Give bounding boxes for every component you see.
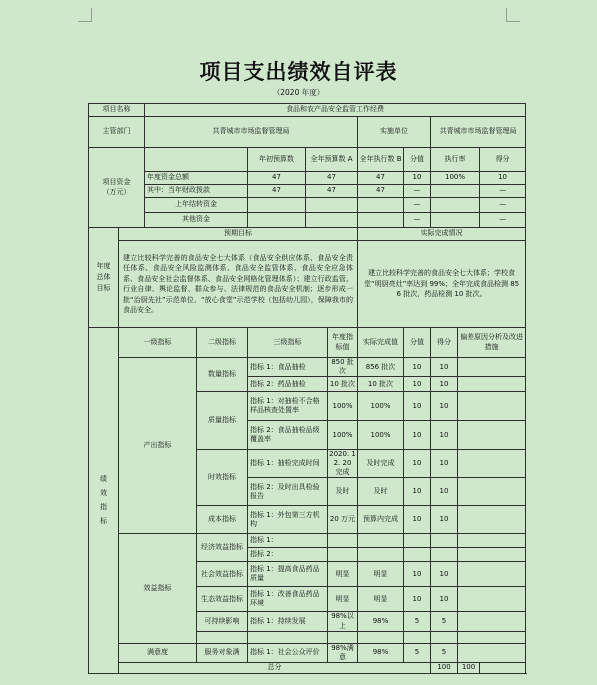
perf-deviation	[458, 548, 526, 562]
perf-row	[89, 534, 526, 548]
perf-level2-social: 社会效益指标	[197, 562, 248, 587]
perf-level3: 指标 1：食品抽检	[248, 358, 328, 377]
project-name-label: 项目名称	[89, 104, 145, 117]
perf-score: 5	[404, 612, 431, 631]
perf-actual: 10 批次	[358, 377, 404, 392]
funds-row	[89, 172, 526, 185]
funds-row-rate	[431, 185, 480, 198]
funds-row-exec	[358, 213, 404, 228]
perf-actual	[358, 534, 404, 548]
perf-score: 10	[404, 587, 431, 612]
perf-actual: 及时完成	[358, 450, 404, 478]
actual-goal-header: 实际完成情况	[358, 228, 526, 241]
perf-level1-benefit: 效益指标	[119, 534, 197, 643]
perf-score: 10	[404, 450, 431, 478]
perf-header-deviation: 偏差原因分析及改进措施	[458, 328, 526, 358]
perf-score	[404, 548, 431, 562]
perf-got: 5	[431, 612, 458, 631]
perf-score: 10	[404, 562, 431, 587]
perf-got: 10	[431, 392, 458, 421]
perf-label: 绩效指标	[89, 328, 119, 674]
perf-score: 10	[404, 377, 431, 392]
perf-actual: 100%	[358, 421, 404, 450]
funds-label-line2: （万元）	[102, 187, 131, 196]
perf-deviation	[458, 421, 526, 450]
funds-header-blank	[145, 148, 248, 172]
goals-header-row	[89, 228, 526, 241]
perf-level2-time: 时效指标	[197, 450, 248, 506]
funds-header-points: 得分	[480, 148, 526, 172]
perf-deviation	[458, 377, 526, 392]
funds-row-annual	[306, 198, 358, 213]
funds-row-points: —	[480, 185, 526, 198]
perf-got: 10	[431, 358, 458, 377]
perf-actual: 预算内完成	[358, 506, 404, 534]
funds-row-initial: 47	[248, 172, 306, 185]
perf-level3-spare	[248, 631, 328, 643]
perf-target: 850 批次	[328, 358, 358, 377]
funds-row-initial	[248, 198, 306, 213]
perf-got	[431, 534, 458, 548]
perf-level2-service: 服务对象满	[197, 643, 248, 662]
perf-got: 10	[431, 377, 458, 392]
perf-level3: 指标 2：	[248, 548, 328, 562]
perf-target: 98%以上	[328, 612, 358, 631]
funds-header-initial: 年初预算数	[248, 148, 306, 172]
perf-level3: 指标 1：对抽检不合格样品核查处置率	[248, 392, 328, 421]
perf-deviation	[458, 612, 526, 631]
expected-goal-header: 预期目标	[119, 228, 358, 241]
total-got: 100	[458, 662, 480, 673]
perf-actual: 856 批次	[358, 358, 404, 377]
perf-got: 10	[431, 450, 458, 478]
perf-got	[431, 631, 458, 643]
perf-actual: 及时	[358, 478, 404, 506]
perf-level2-cost: 成本指标	[197, 506, 248, 534]
funds-row-name: 其他资金	[145, 213, 248, 228]
perf-score: 10	[404, 421, 431, 450]
perf-score: 5	[404, 643, 431, 662]
perf-target: 10 批次	[328, 377, 358, 392]
funds-row-exec: 47	[358, 185, 404, 198]
perf-level2-quantity: 数量指标	[197, 358, 248, 392]
perf-header-score: 分值	[404, 328, 431, 358]
perf-target: 100%	[328, 421, 358, 450]
perf-level3: 指标 1：	[248, 534, 328, 548]
perf-level3: 指标 2：食品抽检品级覆盖率	[248, 421, 328, 450]
perf-level2-spare	[197, 631, 248, 643]
perf-level3: 指标 1：持续发展	[248, 612, 328, 631]
perf-header-actual: 实际完成值	[358, 328, 404, 358]
perf-actual: 98%	[358, 643, 404, 662]
funds-row-rate	[431, 213, 480, 228]
funds-header-rate: 执行率	[431, 148, 480, 172]
department-value: 共青城市市场监督管理局	[145, 117, 358, 148]
perf-header-level2: 二级指标	[197, 328, 248, 358]
funds-header-exec-b: 全年执行数 B	[358, 148, 404, 172]
perf-got: 10	[431, 506, 458, 534]
page-corner-mark-right	[506, 8, 520, 22]
department-label: 主管部门	[89, 117, 145, 148]
perf-row	[89, 358, 526, 377]
funds-row-exec: 47	[358, 172, 404, 185]
total-deviation	[480, 662, 526, 673]
perf-actual	[358, 548, 404, 562]
perf-target: 98%满意	[328, 643, 358, 662]
document-year: （2020 年度）	[272, 88, 325, 97]
perf-level2-ecological: 生态效益指标	[197, 587, 248, 612]
expected-goal-text: 建立比较科学完善的食品安全七大体系（食品安全供应体系、食品安全责任体系、食品安全风险监测体系、食品安全监管体系、食品安全应急体系、食品安全社会监督体系、食品安全网格化管理体系）；建立行政监管、行业自律、舆论监督、群众参与、法律规范的食品安全机制；逐步形成一批“治厨先社”示范单位、“放心食堂”示范学校（包括幼儿园），保障我市的食品安全。	[119, 241, 358, 328]
impl-unit-value: 共青城市市场监督管理局	[431, 117, 526, 148]
perf-level2-sustain: 可持续影响	[197, 612, 248, 631]
perf-target: 2020. 12. 20 完成	[329, 450, 356, 477]
perf-deviation	[458, 358, 526, 377]
funds-label	[89, 148, 145, 228]
perf-deviation	[458, 450, 526, 478]
project-name-row	[89, 104, 526, 117]
funds-row-score: 10	[404, 172, 431, 185]
perf-target: 20 万元	[328, 506, 358, 534]
perf-deviation	[458, 587, 526, 612]
funds-row-score: —	[404, 185, 431, 198]
perf-deviation	[458, 506, 526, 534]
perf-target: 及时	[328, 478, 358, 506]
perf-header-level1: 一级指标	[119, 328, 197, 358]
funds-row-name: 年度资金总额	[145, 172, 248, 185]
funds-row-annual: 47	[306, 185, 358, 198]
perf-level3: 指标 1：外包第三方机构	[248, 506, 328, 534]
total-row	[89, 662, 526, 673]
funds-row-points: 10	[480, 172, 526, 185]
goals-row	[89, 241, 526, 328]
perf-deviation	[458, 643, 526, 662]
total-label: 总分	[119, 662, 431, 673]
perf-target	[328, 631, 358, 643]
perf-level3: 指标 1：改善食品药品环境	[248, 587, 328, 612]
funds-row-name: 上年结转资金	[145, 198, 248, 213]
perf-score: 10	[404, 358, 431, 377]
perf-actual	[358, 631, 404, 643]
perf-deviation	[458, 478, 526, 506]
funds-row	[89, 198, 526, 213]
perf-deviation	[458, 392, 526, 421]
perf-got	[431, 548, 458, 562]
perf-target	[328, 534, 358, 548]
perf-actual: 明显	[358, 587, 404, 612]
funds-row-initial	[248, 213, 306, 228]
department-row	[89, 117, 526, 148]
funds-row-score: —	[404, 198, 431, 213]
perf-actual: 98%	[358, 612, 404, 631]
funds-row-exec	[358, 198, 404, 213]
funds-row-rate	[431, 198, 480, 213]
perf-score: 10	[404, 478, 431, 506]
perf-level3: 指标 2：药品抽检	[248, 377, 328, 392]
perf-target: 明显	[328, 587, 358, 612]
perf-got: 10	[431, 562, 458, 587]
perf-row	[89, 643, 526, 662]
perf-level3: 指标 1：抽检完成时间	[248, 450, 328, 478]
perf-score: 10	[404, 506, 431, 534]
funds-row-annual	[306, 213, 358, 228]
perf-level1-satisfaction: 满意度	[119, 643, 197, 662]
perf-deviation	[458, 534, 526, 548]
project-name-value: 食品和农产品安全监管工作经费	[145, 104, 526, 117]
funds-row-annual: 47	[306, 172, 358, 185]
funds-row-name: 其中：当年财政拨款	[145, 185, 248, 198]
funds-row	[89, 185, 526, 198]
funds-row-points: —	[480, 198, 526, 213]
perf-deviation	[458, 631, 526, 643]
perf-actual: 明显	[358, 562, 404, 587]
funds-header-score: 分值	[404, 148, 431, 172]
perf-got: 10	[431, 587, 458, 612]
evaluation-table	[88, 103, 526, 674]
funds-row-initial: 47	[248, 185, 306, 198]
perf-header-row	[89, 328, 526, 358]
perf-actual: 100%	[358, 392, 404, 421]
actual-goal-text: 建立比较科学完善的食品安全七大体系；学校食堂“明厨亮灶”率达到 99%；全年完成食品检测 856 批次，药品检测 10 批次。	[358, 241, 526, 328]
perf-score: 10	[404, 392, 431, 421]
funds-row-points: —	[480, 213, 526, 228]
perf-header-level3: 三级指标	[248, 328, 328, 358]
funds-row-rate: 100%	[431, 172, 480, 185]
perf-level3: 指标 1：提高食品药品质量	[248, 562, 328, 587]
perf-score	[404, 534, 431, 548]
funds-header-row	[89, 148, 526, 172]
perf-level2-economic: 经济效益指标	[197, 534, 248, 562]
perf-target: 明显	[328, 562, 358, 587]
perf-target	[328, 548, 358, 562]
perf-got: 5	[431, 643, 458, 662]
perf-header-got: 得分	[431, 328, 458, 358]
funds-row-score: —	[404, 213, 431, 228]
funds-header-annual-a: 全年预算数 A	[306, 148, 358, 172]
perf-got: 10	[431, 421, 458, 450]
perf-level1-output: 产出指标	[119, 358, 197, 534]
perf-deviation	[458, 562, 526, 587]
annual-goal-label: 年度总体目标	[89, 228, 119, 328]
perf-header-target: 年度指标值	[328, 328, 358, 358]
funds-row	[89, 213, 526, 228]
impl-unit-label: 实施单位	[358, 117, 431, 148]
funds-label-line1: 项目资金	[102, 178, 131, 187]
perf-target: 100%	[328, 392, 358, 421]
perf-score	[404, 631, 431, 643]
perf-got: 10	[431, 478, 458, 506]
page-corner-mark-left	[78, 8, 92, 22]
perf-level3: 指标 1：社会公众评价	[248, 643, 328, 662]
perf-level2-quality: 质量指标	[197, 392, 248, 450]
document-title: 项目支出绩效自评表	[199, 59, 398, 84]
total-score: 100	[431, 662, 458, 673]
perf-level3: 指标 2：及时出具检验报告	[248, 478, 328, 506]
